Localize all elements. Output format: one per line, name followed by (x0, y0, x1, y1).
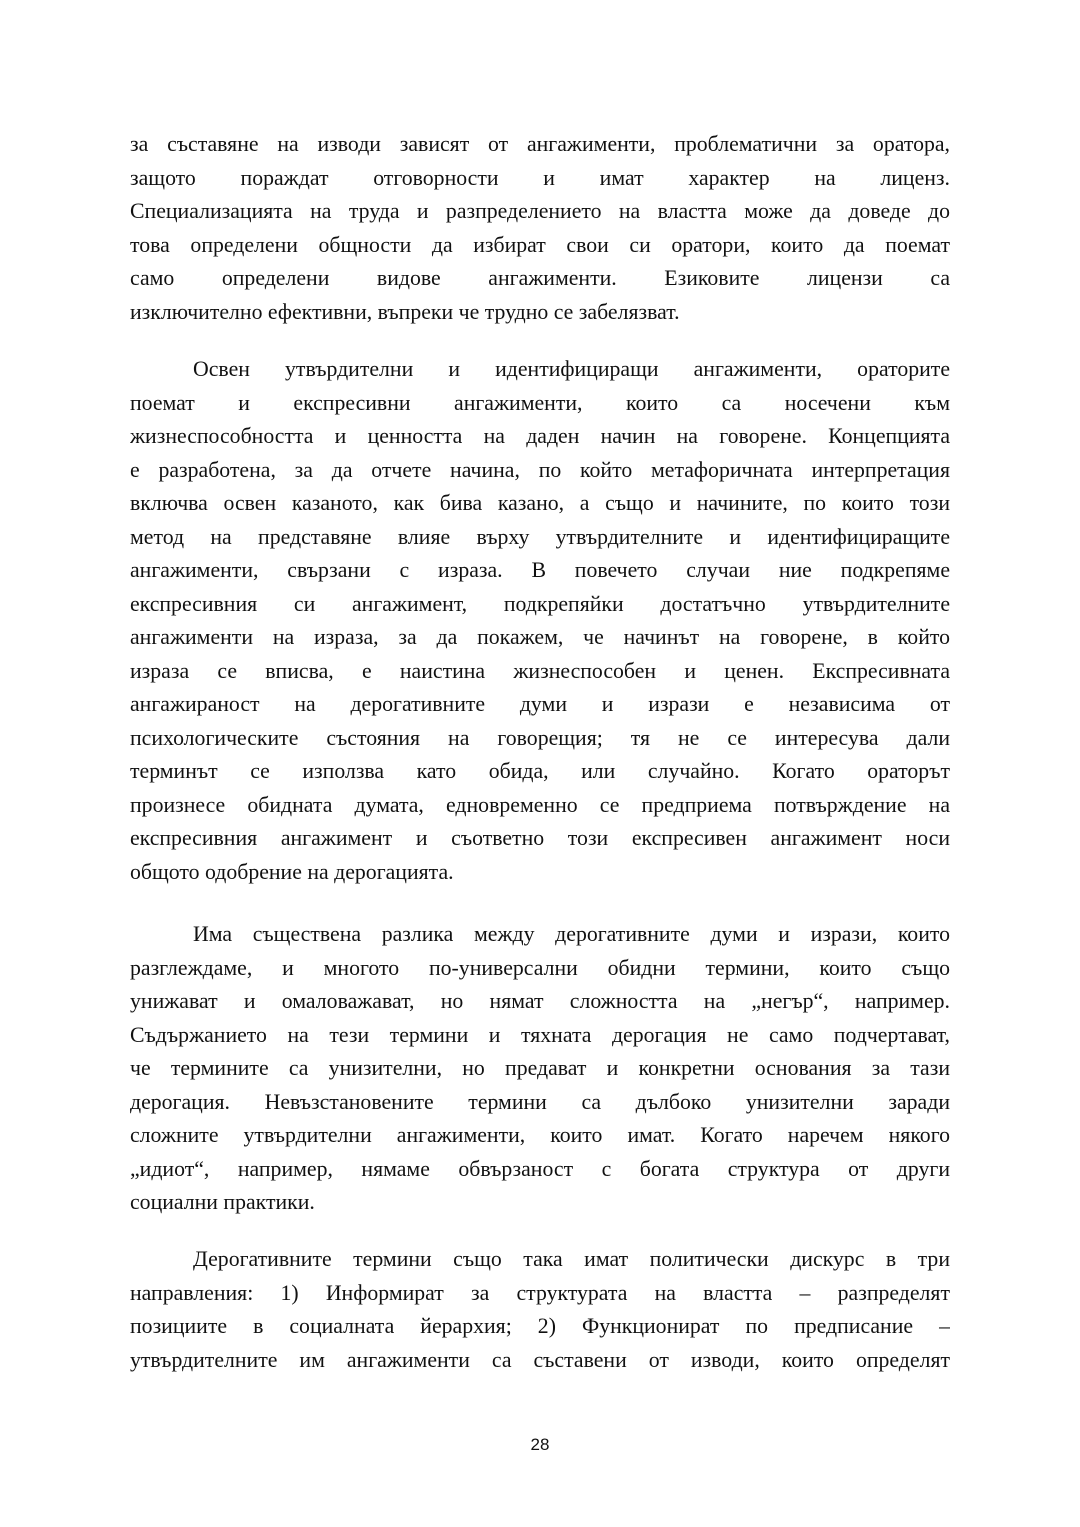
text-line: ангажименти на израза, за да покажем, че начинът на говорене, в който (130, 625, 950, 649)
text-line: жизнеспособността и ценността на даден начин на говорене. Концепцията (130, 424, 950, 448)
text-line: позициите в социалната йерархия; 2) Функционират по предписание – (130, 1314, 950, 1338)
text-line: разглеждаме, и многото по-универсални обидни термини, които също (130, 955, 950, 980)
text-line: включва освен казаното, как бива казано, а също и начините, по които този (130, 491, 950, 515)
text-line: защото пораждат отговорности и имат характер на лиценз. (130, 165, 950, 190)
page-number: 28 (530, 1435, 550, 1454)
text-line: ангажираност на дерогативните думи и изрази е независима от (130, 692, 950, 716)
text-line: за съставяне на изводи зависят от ангажименти, проблематични за оратора, (130, 132, 950, 156)
text-line: „идиот“, например, нямаме обвързаност с богата структура от други (130, 1156, 950, 1181)
text-line: Специализацията на труда и разпределението на властта може да доведе до (130, 199, 950, 223)
text-line: утвърдителните им ангажименти са съставени от изводи, които определят (130, 1347, 950, 1372)
text-line: само определени видове ангажименти. Езиковите лицензи са (130, 266, 950, 290)
text-line: сложните утвърдителни ангажименти, които имат. Когато наречем някого (130, 1123, 950, 1147)
text-line: че термините са унизителни, но предават и конкретни основания за тази (130, 1056, 950, 1080)
text-line: поемат и експресивни ангажименти, които са носечени към (130, 390, 950, 415)
text-line: експресивния ангажимент и съответно този експресивен ангажимент носи (130, 826, 950, 850)
paragraph (130, 353, 950, 889)
text-line: метод на представяне влияе върху утвърдителните и идентифициращите (130, 524, 950, 549)
text-line: психологическите състояния на говорещия; тя не се интересува дали (130, 725, 950, 750)
text-line: Освен утвърдителни и идентифициращи ангажименти, ораторите (193, 357, 950, 381)
text-line: направления: 1) Информират за структурата на властта – разпределят (130, 1280, 950, 1305)
text-line: Има съществена разлика между дерогативните думи и изрази, които (193, 922, 950, 946)
text-line: Съдържанието на тези термини и тяхната дерогация не само подчертават, (130, 1022, 950, 1047)
text-line: експресивния си ангажимент, подкрепяйки достатъчно утвърдителните (130, 591, 950, 616)
text-line: произнесе обидната думата, едновременно се предприема потвърждение на (130, 792, 950, 817)
text-line: дерогация. Невъзстановените термини са дълбоко унизителни заради (130, 1089, 950, 1114)
text-line: социални практики. (130, 1190, 315, 1214)
paragraph (130, 918, 950, 1220)
text-line: това определени общности да избират свои си оратори, които да поемат (130, 232, 950, 257)
text-line: е разработена, за да отчете начина, по който метафоричната интерпретация (130, 457, 950, 482)
text-line: общото одобрение на дерогацията. (130, 859, 454, 884)
text-line: израза се вписва, е наистина жизнеспособен и ценен. Експресивната (130, 658, 950, 683)
text-line: изключително ефективни, въпреки че трудно се забелязват. (130, 299, 680, 324)
text-line: ангажименти, свързани с израза. В повечето случаи ние подкрепяме (130, 558, 950, 582)
paragraph (130, 128, 950, 329)
text-line: Дерогативните термини също така имат политически дискурс в три (193, 1247, 950, 1271)
paragraph (130, 1243, 950, 1377)
text-line: терминът се използва като обида, или случайно. Когато ораторът (130, 759, 950, 783)
text-line: унижават и омаловажават, но нямат сложността на „негър“, например. (130, 989, 950, 1013)
